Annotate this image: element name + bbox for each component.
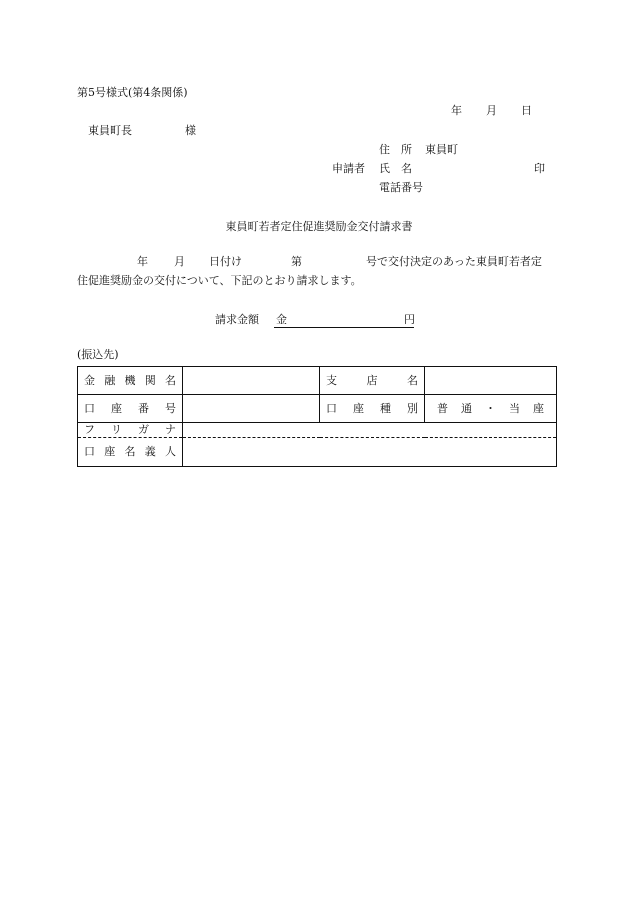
branch-label-cell bbox=[320, 367, 425, 395]
amount-label: 請求金額 bbox=[215, 313, 259, 326]
address-value: 東員町 bbox=[425, 143, 458, 156]
furigana-label-cell bbox=[78, 423, 183, 438]
account-type-label: 口 座 種 別 bbox=[326, 401, 418, 415]
account-type-options[interactable] bbox=[431, 402, 550, 416]
institution-input[interactable] bbox=[183, 367, 320, 395]
bank-transfer-table bbox=[77, 366, 557, 467]
institution-label-cell bbox=[78, 367, 183, 395]
body-day-issued: 日付け bbox=[209, 255, 242, 268]
address-label: 住 所 bbox=[379, 143, 412, 156]
branch-input[interactable] bbox=[425, 367, 557, 395]
branch-label: 支 店 名 bbox=[326, 373, 418, 387]
account-type-option: 当 bbox=[509, 401, 520, 415]
account-type-options-cell[interactable] bbox=[425, 395, 557, 423]
amount-kin: 金 bbox=[276, 313, 287, 326]
furigana-label: フ リ ガ ナ bbox=[84, 423, 176, 436]
account-type-option: 普 bbox=[437, 401, 448, 415]
amount-yen: 円 bbox=[404, 313, 415, 326]
account-number-input[interactable] bbox=[183, 395, 320, 423]
date-year: 年 bbox=[451, 104, 462, 117]
body-line1-rest: 号で交付決定のあった東員町若者定 bbox=[366, 255, 542, 268]
body-year: 年 bbox=[137, 255, 148, 268]
account-type-option: 座 bbox=[533, 401, 544, 415]
body-month: 月 bbox=[174, 255, 185, 268]
table-row bbox=[78, 367, 557, 395]
phone-label: 電話番号 bbox=[379, 181, 423, 194]
holder-label: 口 座 名 義 人 bbox=[84, 445, 176, 458]
table-row bbox=[78, 423, 557, 438]
bank-caption: (振込先) bbox=[77, 348, 119, 361]
table-row bbox=[78, 438, 557, 467]
addressee-name: 東員町長 bbox=[88, 124, 132, 137]
form-number: 第5号様式(第4条関係) bbox=[77, 86, 188, 99]
institution-label: 金 融 機 関 名 bbox=[84, 373, 176, 387]
account-type-label-cell bbox=[320, 395, 425, 423]
account-type-separator: ・ bbox=[485, 401, 496, 415]
name-label: 氏 名 bbox=[379, 162, 412, 175]
applicant-role: 申請者 bbox=[332, 162, 365, 175]
holder-input[interactable] bbox=[183, 438, 557, 467]
amount-field[interactable] bbox=[274, 313, 414, 328]
account-number-label: 口 座 番 号 bbox=[84, 401, 176, 415]
addressee-honorific: 様 bbox=[185, 124, 196, 137]
furigana-input[interactable] bbox=[183, 423, 557, 438]
account-number-label-cell bbox=[78, 395, 183, 423]
body-line2: 住促進奨励金の交付について、下記のとおり請求します。 bbox=[77, 274, 362, 287]
body-dai: 第 bbox=[291, 255, 302, 268]
holder-label-cell bbox=[78, 438, 183, 467]
table-row bbox=[78, 395, 557, 423]
date-day: 日 bbox=[521, 104, 532, 117]
date-month: 月 bbox=[486, 104, 497, 117]
seal-mark: 印 bbox=[534, 162, 545, 175]
account-type-option: 通 bbox=[461, 401, 472, 415]
document-title: 東員町若者定住促進奨励金交付請求書 bbox=[225, 220, 413, 233]
